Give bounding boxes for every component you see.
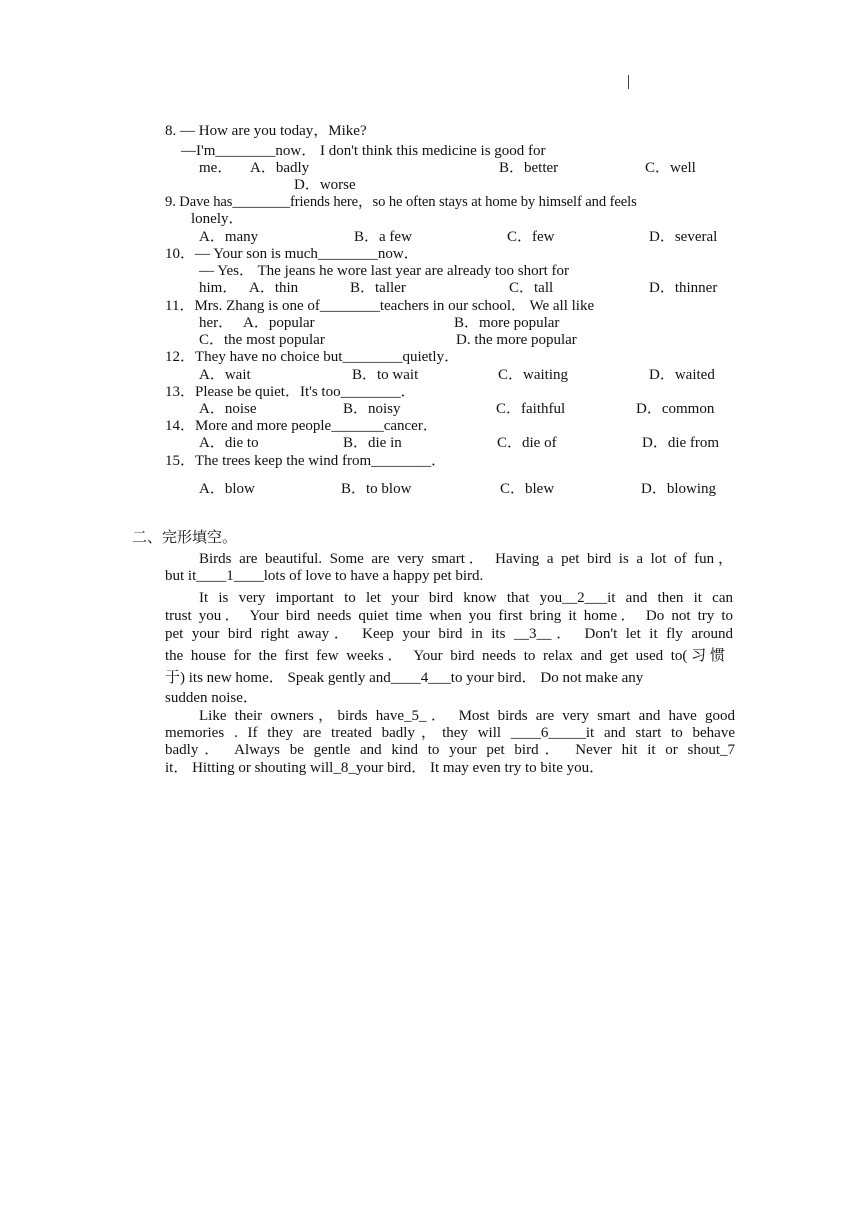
cloze-line: Like their owners，birds have_5_． Most birds are very smart and have good xyxy=(199,708,735,724)
question-9-line-2: lonely． xyxy=(191,211,244,227)
question-14: 14．More and more people_______cancer． xyxy=(165,418,438,434)
question-9-option-d: D．several xyxy=(649,229,718,245)
cloze-line: Birds are beautiful. Some are very smart． Having a pet bird is a lot of fun， xyxy=(199,551,733,567)
question-12: 12．They have no choice but________quietly． xyxy=(165,349,460,365)
question-10-line-2: — Yes． The jeans he wore last year are already too short for xyxy=(199,263,570,279)
question-14-option-b: B．die in xyxy=(343,435,402,451)
question-8-option-a: A．badly xyxy=(250,160,310,176)
question-13-option-a: A．noise xyxy=(199,401,257,417)
question-11-option-b: B．more popular xyxy=(454,315,560,331)
question-11-option-a: A．popular xyxy=(243,315,315,331)
question-8-option-d: D．worse xyxy=(294,177,356,193)
question-11-line-2: her． xyxy=(199,315,234,331)
question-10: 10．— Your son is much________now． xyxy=(165,246,419,262)
question-10-option-c: C．tall xyxy=(509,280,554,296)
question-10-option-b: B．taller xyxy=(350,280,406,296)
question-12-option-d: D．waited xyxy=(649,367,715,383)
question-15-option-d: D．blowing xyxy=(641,481,717,497)
question-15-option-b: B．to blow xyxy=(341,481,412,497)
question-15-option-a: A．blow xyxy=(199,481,255,497)
cloze-line: it． Hitting or shouting will_8_your bird． It may even try to bite you． xyxy=(165,760,605,776)
question-15-option-c: C．blew xyxy=(500,481,555,497)
section-2-title: 二、完形填空。 xyxy=(132,528,238,546)
cloze-line: badly． Always be gentle and kind to your pet bird． Never hit it or shout_7 xyxy=(165,742,735,758)
question-9: 9. Dave has________friends here，so he often stays at home by himself and feels xyxy=(165,194,637,210)
question-9-option-a: A．many xyxy=(199,229,259,245)
question-10-option-d: D．thinner xyxy=(649,280,718,296)
question-14-option-d: D．die from xyxy=(642,435,720,451)
question-15: 15．The trees keep the wind from________． xyxy=(165,453,447,469)
question-12-option-c: C．waiting xyxy=(498,367,568,383)
question-8-option-b: B．better xyxy=(499,160,559,176)
cloze-line: trust you． Your bird needs quiet time when you first bring it home． Do not try to xyxy=(165,608,733,624)
cloze-line: pet your bird right away． Keep your bird in its __3__． Don't let it fly around xyxy=(165,626,733,642)
question-12-option-b: B．to wait xyxy=(352,367,419,383)
question-11-option-d: D. the more popular xyxy=(456,332,577,348)
cloze-line: memories . If they are treated badly，they will ____6_____it and start to behave xyxy=(165,725,735,741)
question-8-line-2: —I'm________now． I don't think this medicine is good for xyxy=(181,143,546,159)
question-13-option-b: B．noisy xyxy=(343,401,401,417)
header-mark xyxy=(628,75,629,89)
question-8-line-3: me． xyxy=(199,160,233,176)
cloze-line: It is very important to let your bird know that you__2___it and then it can xyxy=(199,590,733,606)
cloze-line: 于) its new home． Speak gently and____4___to your bird． Do not make any xyxy=(165,670,644,686)
cloze-line: the house for the first few weeks． Your bird needs to relax and get used to(习惯 xyxy=(165,648,725,664)
question-13-option-d: D．common xyxy=(636,401,715,417)
question-8-option-c: C．well xyxy=(645,160,696,176)
cloze-line: sudden noise． xyxy=(165,690,258,706)
question-14-option-a: A．die to xyxy=(199,435,259,451)
question-14-option-c: C．die of xyxy=(497,435,557,451)
question-11: 11．Mrs. Zhang is one of________teachers in our school． We all like xyxy=(165,298,595,314)
question-9-option-c: C．few xyxy=(507,229,555,245)
question-11-option-c: C．the most popular xyxy=(199,332,325,348)
question-8: 8. — How are you today，Mike? xyxy=(165,123,367,139)
question-10-line-3: him． xyxy=(199,280,238,296)
question-9-option-b: B．a few xyxy=(354,229,412,245)
question-10-option-a: A．thin xyxy=(249,280,299,296)
question-13-option-c: C．faithful xyxy=(496,401,566,417)
question-12-option-a: A．wait xyxy=(199,367,251,383)
question-13: 13．Please be quiet．It's too________． xyxy=(165,384,416,400)
cloze-line: but it____1____lots of love to have a happy pet bird. xyxy=(165,568,484,584)
